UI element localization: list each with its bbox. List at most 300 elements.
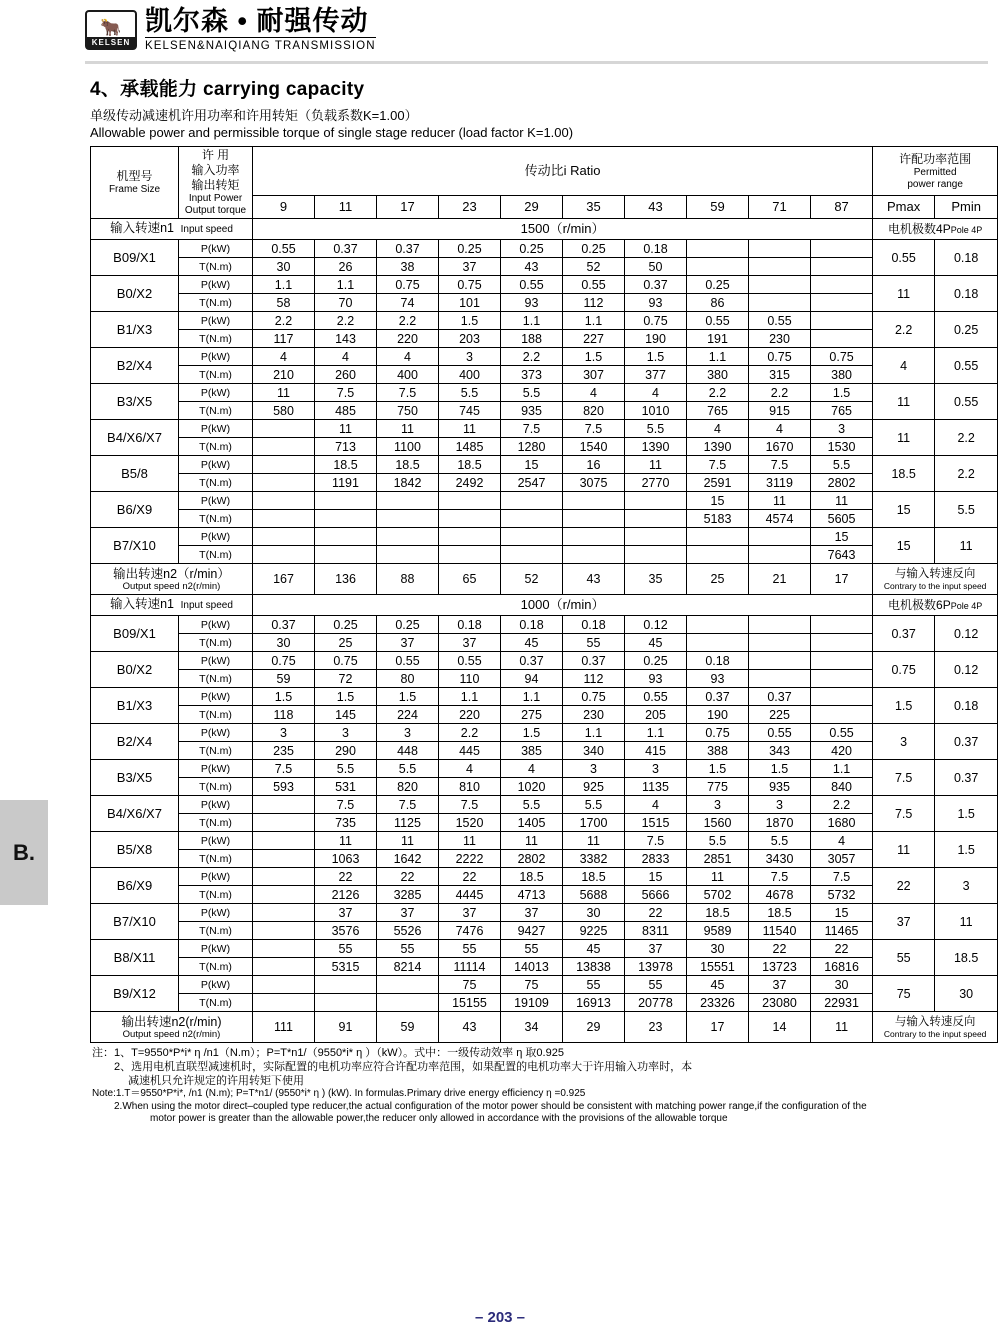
power-value: 3 bbox=[625, 760, 687, 778]
torque-value: 5702 bbox=[687, 886, 749, 904]
page-header bbox=[0, 0, 1000, 68]
output-speed-value: 59 bbox=[377, 1012, 439, 1043]
torque-value: 1560 bbox=[687, 814, 749, 832]
power-value: 15 bbox=[501, 456, 563, 474]
power-value: 55 bbox=[315, 940, 377, 958]
p-label-cell: P(kW) bbox=[179, 492, 253, 510]
power-value: 3 bbox=[811, 420, 873, 438]
t-label-cell: T(N.m) bbox=[179, 438, 253, 456]
pmin-value: 0.12 bbox=[935, 652, 998, 688]
pmax-value: 11 bbox=[873, 384, 935, 420]
pmin-value: 3 bbox=[935, 868, 998, 904]
pmin-value: 0.18 bbox=[935, 240, 998, 276]
power-value: 22 bbox=[439, 868, 501, 886]
table-row bbox=[91, 850, 998, 868]
pmax-value: 22 bbox=[873, 868, 935, 904]
t-label-cell: T(N.m) bbox=[179, 994, 253, 1012]
torque-value: 765 bbox=[687, 402, 749, 420]
power-value bbox=[687, 240, 749, 258]
ratio-col-17: 17 bbox=[377, 196, 439, 219]
frame-size-cell: B8/X11 bbox=[91, 940, 179, 976]
frame-size-cell: B5/8 bbox=[91, 456, 179, 492]
torque-value bbox=[811, 670, 873, 688]
power-value: 1.1 bbox=[811, 760, 873, 778]
torque-value: 112 bbox=[563, 294, 625, 312]
torque-value: 820 bbox=[377, 778, 439, 796]
torque-value bbox=[377, 994, 439, 1012]
power-value: 30 bbox=[811, 976, 873, 994]
power-value: 0.37 bbox=[687, 688, 749, 706]
torque-value: 45 bbox=[625, 634, 687, 652]
power-value: 0.25 bbox=[625, 652, 687, 670]
power-value: 18.5 bbox=[501, 868, 563, 886]
power-value: 11 bbox=[377, 832, 439, 850]
pmax-value: 7.5 bbox=[873, 760, 935, 796]
note-cn-1: 注：1、T=9550*P*i* η /n1（N.m）；P=T*n1/（9550*i* η ）（kW）。式中：一级传动效率 η 取0.925 bbox=[92, 1047, 564, 1059]
torque-value: 72 bbox=[315, 670, 377, 688]
torque-value: 1390 bbox=[625, 438, 687, 456]
power-value: 0.75 bbox=[315, 652, 377, 670]
output-speed-value: 52 bbox=[501, 564, 563, 595]
torque-value bbox=[253, 546, 315, 564]
power-value bbox=[377, 528, 439, 546]
output-speed-value: 17 bbox=[687, 1012, 749, 1043]
torque-value: 388 bbox=[687, 742, 749, 760]
power-value: 4 bbox=[625, 384, 687, 402]
ratio-col-23: 23 bbox=[439, 196, 501, 219]
power-value: 55 bbox=[501, 940, 563, 958]
torque-value: 400 bbox=[377, 366, 439, 384]
torque-value: 145 bbox=[315, 706, 377, 724]
torque-value: 377 bbox=[625, 366, 687, 384]
power-value: 22 bbox=[377, 868, 439, 886]
output-speed-value: 136 bbox=[315, 564, 377, 595]
torque-value: 13838 bbox=[563, 958, 625, 976]
pmax-value: 37 bbox=[873, 904, 935, 940]
torque-value: 420 bbox=[811, 742, 873, 760]
torque-value: 380 bbox=[687, 366, 749, 384]
power-value bbox=[253, 868, 315, 886]
torque-value: 4678 bbox=[749, 886, 811, 904]
torque-value: 1842 bbox=[377, 474, 439, 492]
torque-value: 4445 bbox=[439, 886, 501, 904]
bull-icon: 🐂 KELSEN bbox=[85, 10, 137, 50]
table-row bbox=[91, 886, 998, 904]
power-value bbox=[749, 528, 811, 546]
power-value: 0.25 bbox=[501, 240, 563, 258]
notes-block bbox=[92, 1046, 992, 1126]
power-value bbox=[253, 904, 315, 922]
pmin-value: 11 bbox=[935, 904, 998, 940]
frame-size-cell: B0/X2 bbox=[91, 652, 179, 688]
power-value: 55 bbox=[439, 940, 501, 958]
output-speed-value: 91 bbox=[315, 1012, 377, 1043]
power-value bbox=[253, 420, 315, 438]
power-value: 1.5 bbox=[625, 348, 687, 366]
capacity-table bbox=[90, 146, 998, 1043]
page-title: 4、承载能力 carrying capacity bbox=[90, 79, 365, 100]
power-value bbox=[439, 492, 501, 510]
torque-value: 22931 bbox=[811, 994, 873, 1012]
torque-value bbox=[811, 330, 873, 348]
torque-value: 225 bbox=[749, 706, 811, 724]
torque-value: 935 bbox=[501, 402, 563, 420]
power-value: 1.1 bbox=[253, 276, 315, 294]
power-value: 18.5 bbox=[563, 868, 625, 886]
torque-value: 1700 bbox=[563, 814, 625, 832]
torque-value: 1125 bbox=[377, 814, 439, 832]
power-value: 1.5 bbox=[315, 688, 377, 706]
table-row bbox=[91, 940, 998, 958]
torque-value: 531 bbox=[315, 778, 377, 796]
torque-value: 227 bbox=[563, 330, 625, 348]
power-value: 4 bbox=[501, 760, 563, 778]
torque-value: 93 bbox=[625, 294, 687, 312]
table-row bbox=[91, 492, 998, 510]
table-row bbox=[91, 384, 998, 402]
torque-value: 16816 bbox=[811, 958, 873, 976]
input-speed-row bbox=[91, 595, 998, 616]
power-value: 75 bbox=[501, 976, 563, 994]
torque-value: 230 bbox=[749, 330, 811, 348]
power-value bbox=[253, 456, 315, 474]
torque-value: 1191 bbox=[315, 474, 377, 492]
motor-pole: 电机极数4PPole 4P bbox=[873, 219, 998, 240]
torque-value: 220 bbox=[439, 706, 501, 724]
torque-value: 235 bbox=[253, 742, 315, 760]
output-speed-value: 21 bbox=[749, 564, 811, 595]
t-label-cell: T(N.m) bbox=[179, 510, 253, 528]
torque-value: 93 bbox=[625, 670, 687, 688]
torque-value: 112 bbox=[563, 670, 625, 688]
torque-value: 203 bbox=[439, 330, 501, 348]
ratio-col-35: 35 bbox=[563, 196, 625, 219]
torque-value: 43 bbox=[501, 258, 563, 276]
output-speed-value: 29 bbox=[563, 1012, 625, 1043]
power-value: 0.25 bbox=[315, 616, 377, 634]
power-value: 0.75 bbox=[377, 276, 439, 294]
torque-value: 20778 bbox=[625, 994, 687, 1012]
title-block bbox=[90, 74, 1000, 140]
torque-value bbox=[749, 634, 811, 652]
torque-value bbox=[439, 546, 501, 564]
torque-value: 93 bbox=[501, 294, 563, 312]
torque-value: 205 bbox=[625, 706, 687, 724]
power-value: 7.5 bbox=[315, 384, 377, 402]
torque-value bbox=[253, 850, 315, 868]
output-speed-value: 14 bbox=[749, 1012, 811, 1043]
torque-value bbox=[315, 546, 377, 564]
power-value bbox=[501, 528, 563, 546]
table-row bbox=[91, 402, 998, 420]
frame-size-cell: B6/X9 bbox=[91, 492, 179, 528]
table-row bbox=[91, 474, 998, 492]
power-value: 7.5 bbox=[749, 456, 811, 474]
note-cn-3: 减速机只允许规定的许用转矩下使用 bbox=[128, 1075, 304, 1087]
power-value: 0.55 bbox=[749, 724, 811, 742]
power-value bbox=[811, 312, 873, 330]
torque-value: 37 bbox=[439, 258, 501, 276]
pmin-value: 0.18 bbox=[935, 688, 998, 724]
power-value: 18.5 bbox=[315, 456, 377, 474]
torque-value bbox=[687, 258, 749, 276]
torque-value: 713 bbox=[315, 438, 377, 456]
torque-value bbox=[749, 670, 811, 688]
torque-value: 448 bbox=[377, 742, 439, 760]
power-value: 0.75 bbox=[253, 652, 315, 670]
table-row bbox=[91, 922, 998, 940]
table-row bbox=[91, 294, 998, 312]
torque-value: 1515 bbox=[625, 814, 687, 832]
torque-value: 2833 bbox=[625, 850, 687, 868]
torque-value bbox=[439, 510, 501, 528]
power-value: 7.5 bbox=[687, 456, 749, 474]
power-value bbox=[687, 528, 749, 546]
table-row bbox=[91, 312, 998, 330]
torque-value: 1485 bbox=[439, 438, 501, 456]
power-value: 3 bbox=[315, 724, 377, 742]
power-value: 0.37 bbox=[563, 652, 625, 670]
note-en-2: 2.When using the motor direct–coupled type reducer,the actual configuration of the motor power should be consistent with matching power range,if the configuration of the bbox=[114, 1100, 867, 1112]
power-value: 5.5 bbox=[811, 456, 873, 474]
power-value: 5.5 bbox=[501, 384, 563, 402]
power-value: 0.25 bbox=[687, 276, 749, 294]
p-label-cell: P(kW) bbox=[179, 312, 253, 330]
power-value: 0.37 bbox=[749, 688, 811, 706]
brand-name-cn: 凯尔森 • 耐强传动 bbox=[145, 6, 369, 36]
power-value: 3 bbox=[687, 796, 749, 814]
table-row bbox=[91, 528, 998, 546]
table-row bbox=[91, 742, 998, 760]
torque-value: 45 bbox=[501, 634, 563, 652]
torque-value: 13723 bbox=[749, 958, 811, 976]
brand-name-en: KELSEN&NAIQIANG TRANSMISSION bbox=[145, 37, 376, 53]
brand-logo bbox=[85, 6, 376, 53]
power-value bbox=[253, 528, 315, 546]
power-value: 1.1 bbox=[563, 312, 625, 330]
power-value: 37 bbox=[377, 904, 439, 922]
power-value: 0.37 bbox=[253, 616, 315, 634]
torque-value: 23080 bbox=[749, 994, 811, 1012]
pmin-value: 1.5 bbox=[935, 796, 998, 832]
torque-value: 820 bbox=[563, 402, 625, 420]
power-value: 30 bbox=[563, 904, 625, 922]
power-value: 30 bbox=[687, 940, 749, 958]
torque-value: 11114 bbox=[439, 958, 501, 976]
torque-value bbox=[749, 294, 811, 312]
power-value: 1.5 bbox=[563, 348, 625, 366]
table-row bbox=[91, 778, 998, 796]
power-value: 0.75 bbox=[439, 276, 501, 294]
pmin-value: 5.5 bbox=[935, 492, 998, 528]
header-divider bbox=[85, 61, 988, 64]
power-value bbox=[749, 616, 811, 634]
pmin-value: 0.25 bbox=[935, 312, 998, 348]
power-value: 1.1 bbox=[687, 348, 749, 366]
power-value: 15 bbox=[811, 904, 873, 922]
power-value: 1.5 bbox=[253, 688, 315, 706]
power-value bbox=[439, 528, 501, 546]
pmax-value: 75 bbox=[873, 976, 935, 1012]
power-value: 2.2 bbox=[377, 312, 439, 330]
pmax-value: 4 bbox=[873, 348, 935, 384]
torque-value: 5183 bbox=[687, 510, 749, 528]
pmax-value: 55 bbox=[873, 940, 935, 976]
torque-value: 13978 bbox=[625, 958, 687, 976]
power-value: 0.18 bbox=[687, 652, 749, 670]
power-value: 0.55 bbox=[687, 312, 749, 330]
power-value: 11 bbox=[439, 832, 501, 850]
power-value: 0.25 bbox=[377, 616, 439, 634]
torque-value: 1100 bbox=[377, 438, 439, 456]
torque-value: 260 bbox=[315, 366, 377, 384]
torque-value: 224 bbox=[377, 706, 439, 724]
subtitle-cn: 单级传动减速机许用功率和许用转矩（负载系数K=1.00） bbox=[90, 108, 418, 123]
torque-value: 19109 bbox=[501, 994, 563, 1012]
torque-value bbox=[253, 922, 315, 940]
power-value: 0.55 bbox=[563, 276, 625, 294]
output-speed-value: 43 bbox=[563, 564, 625, 595]
torque-value: 2802 bbox=[811, 474, 873, 492]
header-power-range: 许配功率范围 Permitted power range bbox=[873, 147, 998, 196]
header-ratio: 传动比i Ratio bbox=[253, 147, 873, 196]
power-value: 3 bbox=[439, 348, 501, 366]
torque-value: 190 bbox=[625, 330, 687, 348]
p-label-cell: P(kW) bbox=[179, 796, 253, 814]
pmin-value: 30 bbox=[935, 976, 998, 1012]
output-speed-value: 43 bbox=[439, 1012, 501, 1043]
ratio-col-9: 9 bbox=[253, 196, 315, 219]
torque-value bbox=[253, 474, 315, 492]
power-value: 22 bbox=[315, 868, 377, 886]
table-header-row-1 bbox=[91, 147, 998, 196]
power-value bbox=[749, 240, 811, 258]
p-label-cell: P(kW) bbox=[179, 868, 253, 886]
torque-value: 935 bbox=[749, 778, 811, 796]
torque-value: 9225 bbox=[563, 922, 625, 940]
power-value bbox=[563, 528, 625, 546]
power-value: 1.1 bbox=[625, 724, 687, 742]
torque-value: 915 bbox=[749, 402, 811, 420]
power-value: 0.18 bbox=[439, 616, 501, 634]
torque-value: 58 bbox=[253, 294, 315, 312]
power-value bbox=[377, 492, 439, 510]
torque-value bbox=[811, 294, 873, 312]
power-value: 4 bbox=[811, 832, 873, 850]
torque-value bbox=[315, 994, 377, 1012]
p-label-cell: P(kW) bbox=[179, 904, 253, 922]
power-value bbox=[563, 492, 625, 510]
power-value: 2.2 bbox=[811, 796, 873, 814]
t-label-cell: T(N.m) bbox=[179, 366, 253, 384]
power-value: 2.2 bbox=[439, 724, 501, 742]
frame-size-cell: B09/X1 bbox=[91, 616, 179, 652]
torque-value: 37 bbox=[377, 634, 439, 652]
torque-value: 143 bbox=[315, 330, 377, 348]
torque-value: 307 bbox=[563, 366, 625, 384]
output-speed-value: 34 bbox=[501, 1012, 563, 1043]
torque-value bbox=[625, 510, 687, 528]
table-row bbox=[91, 724, 998, 742]
torque-value: 765 bbox=[811, 402, 873, 420]
torque-value bbox=[501, 510, 563, 528]
output-speed-value: 35 bbox=[625, 564, 687, 595]
pmax-value: 2.2 bbox=[873, 312, 935, 348]
power-value: 55 bbox=[563, 976, 625, 994]
t-label-cell: T(N.m) bbox=[179, 886, 253, 904]
power-value bbox=[253, 976, 315, 994]
power-value: 0.55 bbox=[377, 652, 439, 670]
torque-value bbox=[377, 510, 439, 528]
table-row bbox=[91, 420, 998, 438]
power-value bbox=[253, 796, 315, 814]
torque-value: 1280 bbox=[501, 438, 563, 456]
power-value: 5.5 bbox=[563, 796, 625, 814]
torque-value: 1642 bbox=[377, 850, 439, 868]
power-value: 0.75 bbox=[811, 348, 873, 366]
torque-value: 15551 bbox=[687, 958, 749, 976]
torque-value: 593 bbox=[253, 778, 315, 796]
torque-value: 275 bbox=[501, 706, 563, 724]
p-label-cell: P(kW) bbox=[179, 384, 253, 402]
torque-value: 4574 bbox=[749, 510, 811, 528]
power-value: 18.5 bbox=[439, 456, 501, 474]
power-value: 7.5 bbox=[501, 420, 563, 438]
table-row bbox=[91, 670, 998, 688]
logo-badge-label: KELSEN bbox=[87, 37, 135, 48]
torque-value: 385 bbox=[501, 742, 563, 760]
output-speed-value: 65 bbox=[439, 564, 501, 595]
power-value: 37 bbox=[315, 904, 377, 922]
frame-size-cell: B4/X6/X7 bbox=[91, 796, 179, 832]
power-value: 3 bbox=[563, 760, 625, 778]
torque-value: 23326 bbox=[687, 994, 749, 1012]
torque-value: 750 bbox=[377, 402, 439, 420]
torque-value: 30 bbox=[253, 634, 315, 652]
power-value: 7.5 bbox=[563, 420, 625, 438]
torque-value: 5732 bbox=[811, 886, 873, 904]
power-value: 5.5 bbox=[501, 796, 563, 814]
torque-value: 74 bbox=[377, 294, 439, 312]
torque-value: 485 bbox=[315, 402, 377, 420]
power-value bbox=[811, 240, 873, 258]
power-value: 11 bbox=[315, 420, 377, 438]
frame-size-cell: B1/X3 bbox=[91, 312, 179, 348]
power-value: 7.5 bbox=[377, 796, 439, 814]
torque-value: 5688 bbox=[563, 886, 625, 904]
table-row bbox=[91, 904, 998, 922]
table-row bbox=[91, 976, 998, 994]
output-speed-value: 17 bbox=[811, 564, 873, 595]
power-value: 0.18 bbox=[501, 616, 563, 634]
ratio-col-29: 29 bbox=[501, 196, 563, 219]
table-row bbox=[91, 546, 998, 564]
torque-value: 210 bbox=[253, 366, 315, 384]
table-row bbox=[91, 348, 998, 366]
power-value: 4 bbox=[625, 796, 687, 814]
power-value: 11 bbox=[439, 420, 501, 438]
torque-value bbox=[253, 510, 315, 528]
power-value: 2.2 bbox=[501, 348, 563, 366]
power-value: 4 bbox=[687, 420, 749, 438]
brand-text bbox=[145, 6, 376, 53]
pmin-value: 0.55 bbox=[935, 384, 998, 420]
torque-value: 3576 bbox=[315, 922, 377, 940]
torque-value: 15155 bbox=[439, 994, 501, 1012]
torque-value: 11465 bbox=[811, 922, 873, 940]
power-value: 4 bbox=[253, 348, 315, 366]
power-value bbox=[253, 492, 315, 510]
